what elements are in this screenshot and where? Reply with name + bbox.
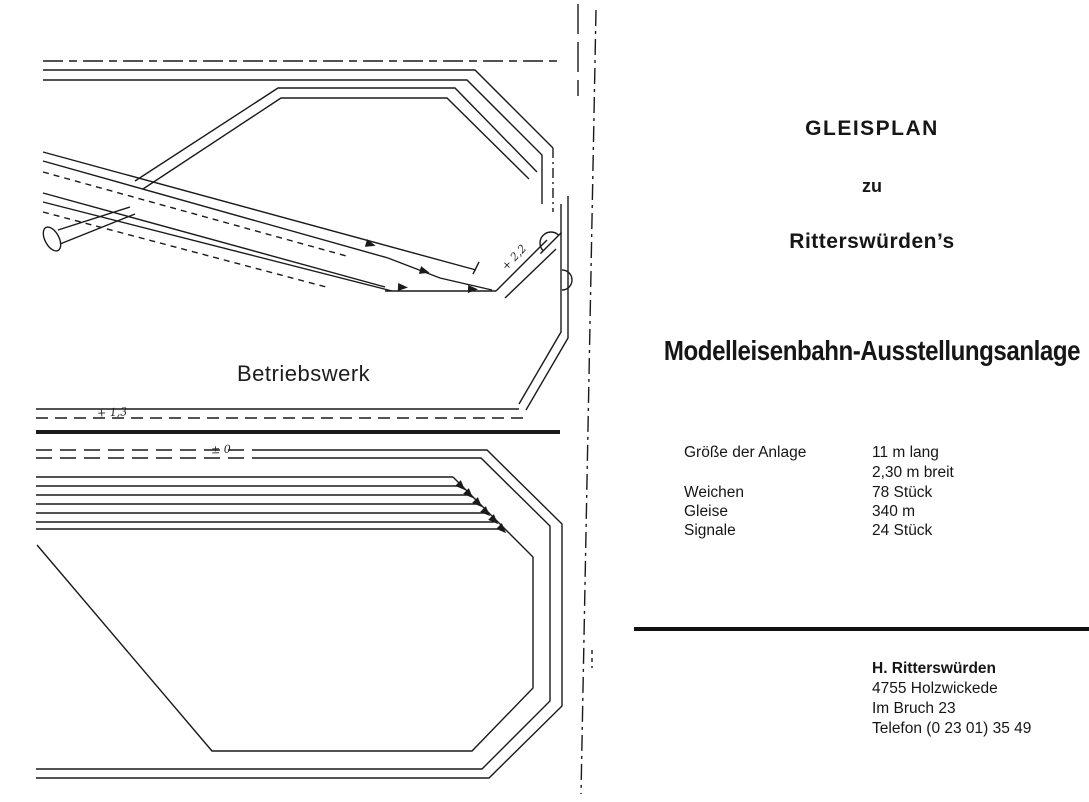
- mainline-corridor: [43, 152, 496, 291]
- owner-name: Ritterswürden’s: [789, 230, 955, 253]
- divider-rule: [634, 627, 1089, 631]
- contact-street: Im Bruch 23: [872, 700, 956, 717]
- betriebswerk-label: Betriebswerk: [237, 361, 371, 386]
- spec-label-signals: Signale: [684, 522, 736, 539]
- spec-label-turnouts: Weichen: [684, 484, 745, 501]
- layout-title: Modelleisenbahn-Ausstellungsanlage: [663, 335, 1081, 366]
- spec-value-signals: 24 Stück: [872, 522, 933, 539]
- yard-ladder-arrows: [455, 480, 509, 536]
- contact-phone: Telefon (0 23 01) 35 49: [872, 720, 1032, 737]
- title-connector: zu: [862, 176, 882, 196]
- contact-name: H. Ritterswürden: [872, 660, 997, 677]
- page-title: GLEISPLAN: [805, 117, 939, 140]
- lower-loop-inner: [36, 477, 533, 751]
- spec-value-length: 11 m lang: [872, 444, 939, 461]
- spec-value-turnouts: 78 Stück: [872, 484, 933, 501]
- spec-label-size: Größe der Anlage: [684, 444, 807, 461]
- spec-label-track: Gleise: [684, 503, 728, 520]
- gradient-annotation-zero: ± 0: [210, 442, 231, 457]
- spec-value-width: 2,30 m breit: [872, 464, 954, 481]
- gradient-annotation-ramp: + 2,2: [499, 242, 530, 273]
- gradient-annotation-yard: + 1,3: [96, 405, 128, 420]
- storage-yard-tracks: [36, 477, 494, 522]
- spec-value-track: 340 m: [872, 503, 916, 520]
- page-fold-line: [578, 4, 596, 794]
- top-loop-inner: [135, 88, 537, 189]
- tunnel-portal-icon: [562, 270, 572, 290]
- lower-loop-outer: [36, 450, 562, 778]
- contact-city: 4755 Holzwickede: [872, 680, 998, 697]
